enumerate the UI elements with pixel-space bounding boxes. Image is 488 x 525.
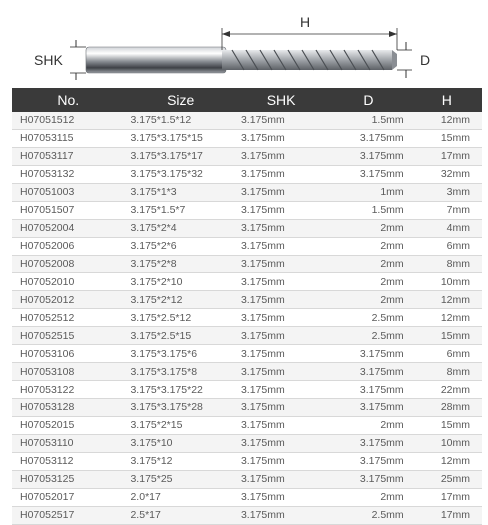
- cell-size: 3.175*3.175*15: [124, 129, 236, 147]
- cell-no: H07052012: [12, 291, 124, 309]
- cell-shk: 3.175mm: [237, 381, 325, 399]
- h-arrow-left: [222, 31, 230, 37]
- cell-size: 3.175*10: [124, 434, 236, 452]
- cell-h: 12mm: [412, 309, 482, 327]
- table-row: [12, 434, 482, 452]
- cell-no: H07053106: [12, 345, 124, 363]
- cell-d: 2.5mm: [325, 309, 411, 327]
- spec-table-container: [12, 88, 482, 525]
- cell-d: 3.175mm: [325, 165, 411, 183]
- table-row: [12, 273, 482, 291]
- cell-d: 3.175mm: [325, 434, 411, 452]
- cell-no: H07053112: [12, 452, 124, 470]
- cell-h: 10mm: [412, 434, 482, 452]
- cell-size: 3.175*2*6: [124, 237, 236, 255]
- table-row: [12, 381, 482, 399]
- cell-size: 3.175*2*12: [124, 291, 236, 309]
- cell-size: 3.175*2.5*12: [124, 309, 236, 327]
- cell-shk: 3.175mm: [237, 237, 325, 255]
- cell-size: 3.175*12: [124, 452, 236, 470]
- cell-size: 3.175*3.175*8: [124, 363, 236, 381]
- cell-size: 3.175*1*3: [124, 183, 236, 201]
- cell-size: 2.0*17: [124, 488, 236, 506]
- cell-shk: 3.175mm: [237, 434, 325, 452]
- cell-no: H07051003: [12, 183, 124, 201]
- header-no: No.: [12, 88, 124, 112]
- cell-size: 3.175*2.5*15: [124, 327, 236, 345]
- cell-d: 1.5mm: [325, 201, 411, 219]
- cell-shk: 3.175mm: [237, 291, 325, 309]
- header-shk: SHK: [237, 88, 325, 112]
- cell-shk: 3.175mm: [237, 470, 325, 488]
- cell-d: 2mm: [325, 219, 411, 237]
- flute-tip: [392, 50, 397, 70]
- cell-h: 8mm: [412, 363, 482, 381]
- cell-shk: 3.175mm: [237, 147, 325, 165]
- cell-h: 12mm: [412, 291, 482, 309]
- cell-h: 15mm: [412, 129, 482, 147]
- cell-no: H07052017: [12, 488, 124, 506]
- cell-no: H07053132: [12, 165, 124, 183]
- cell-h: 7mm: [412, 201, 482, 219]
- table-row: [12, 327, 482, 345]
- header-h: H: [412, 88, 482, 112]
- cell-shk: 3.175mm: [237, 363, 325, 381]
- cell-d: 3.175mm: [325, 452, 411, 470]
- cell-shk: 3.175mm: [237, 488, 325, 506]
- cell-no: H07053110: [12, 434, 124, 452]
- cell-no: H07053117: [12, 147, 124, 165]
- cell-size: 3.175*1.5*7: [124, 201, 236, 219]
- cell-h: 12mm: [412, 112, 482, 129]
- shk-label: SHK: [34, 52, 63, 68]
- header-row: [12, 88, 482, 112]
- shank-body: [86, 47, 226, 73]
- cell-h: 8mm: [412, 255, 482, 273]
- cell-h: 6mm: [412, 345, 482, 363]
- table-row: [12, 309, 482, 327]
- cell-size: 3.175*3.175*6: [124, 345, 236, 363]
- cell-shk: 3.175mm: [237, 112, 325, 129]
- end-mill-diagram: [0, 0, 488, 88]
- cell-shk: 3.175mm: [237, 219, 325, 237]
- cell-no: H07053115: [12, 129, 124, 147]
- cell-h: 22mm: [412, 381, 482, 399]
- h-label: H: [300, 14, 311, 30]
- cell-shk: 3.175mm: [237, 273, 325, 291]
- cell-no: H07052517: [12, 506, 124, 524]
- spec-table: [12, 88, 482, 525]
- cell-no: H07053108: [12, 363, 124, 381]
- table-row: [12, 345, 482, 363]
- cell-shk: 3.175mm: [237, 201, 325, 219]
- cell-no: H07052008: [12, 255, 124, 273]
- cell-d: 2mm: [325, 488, 411, 506]
- cell-shk: 3.175mm: [237, 345, 325, 363]
- cell-h: 17mm: [412, 488, 482, 506]
- cell-shk: 3.175mm: [237, 452, 325, 470]
- cell-h: 12mm: [412, 452, 482, 470]
- cell-size: 3.175*1.5*12: [124, 112, 236, 129]
- cell-shk: 3.175mm: [237, 416, 325, 434]
- table-row: [12, 506, 482, 524]
- cell-no: H07051507: [12, 201, 124, 219]
- cell-size: 2.5*17: [124, 506, 236, 524]
- table-row: [12, 363, 482, 381]
- cell-d: 3.175mm: [325, 381, 411, 399]
- cell-size: 3.175*3.175*32: [124, 165, 236, 183]
- cell-d: 2mm: [325, 237, 411, 255]
- table-row: [12, 291, 482, 309]
- cell-size: 3.175*3.175*28: [124, 399, 236, 417]
- cell-shk: 3.175mm: [237, 399, 325, 417]
- cell-d: 2.5mm: [325, 506, 411, 524]
- cell-h: 10mm: [412, 273, 482, 291]
- table-row: [12, 183, 482, 201]
- cell-d: 2mm: [325, 255, 411, 273]
- cell-d: 1mm: [325, 183, 411, 201]
- table-row: [12, 399, 482, 417]
- h-arrow-right: [389, 31, 397, 37]
- cell-no: H07052006: [12, 237, 124, 255]
- cell-size: 3.175*3.175*17: [124, 147, 236, 165]
- cell-shk: 3.175mm: [237, 506, 325, 524]
- table-row: [12, 416, 482, 434]
- cell-size: 3.175*2*10: [124, 273, 236, 291]
- cell-d: 2mm: [325, 416, 411, 434]
- cell-d: 1.5mm: [325, 112, 411, 129]
- cell-no: H07052010: [12, 273, 124, 291]
- cell-d: 2mm: [325, 291, 411, 309]
- table-row: [12, 219, 482, 237]
- cell-d: 2.5mm: [325, 327, 411, 345]
- table-row: [12, 237, 482, 255]
- cell-size: 3.175*2*4: [124, 219, 236, 237]
- table-row: [12, 255, 482, 273]
- cell-size: 3.175*2*15: [124, 416, 236, 434]
- cell-shk: 3.175mm: [237, 129, 325, 147]
- table-row: [12, 488, 482, 506]
- header-d: D: [325, 88, 411, 112]
- table-row: [12, 112, 482, 129]
- header-size: Size: [124, 88, 236, 112]
- cell-h: 3mm: [412, 183, 482, 201]
- d-label: D: [420, 52, 431, 68]
- cell-no: H07052004: [12, 219, 124, 237]
- table-row: [12, 165, 482, 183]
- cell-d: 3.175mm: [325, 147, 411, 165]
- table-row: [12, 452, 482, 470]
- table-row: [12, 201, 482, 219]
- cell-h: 32mm: [412, 165, 482, 183]
- cell-h: 28mm: [412, 399, 482, 417]
- cell-no: H07052015: [12, 416, 124, 434]
- end-mill-drawing: [0, 0, 488, 88]
- cell-shk: 3.175mm: [237, 255, 325, 273]
- cell-d: 3.175mm: [325, 399, 411, 417]
- cell-d: 3.175mm: [325, 129, 411, 147]
- cell-h: 17mm: [412, 147, 482, 165]
- cell-h: 4mm: [412, 219, 482, 237]
- cell-no: H07053128: [12, 399, 124, 417]
- cell-h: 17mm: [412, 506, 482, 524]
- cell-no: H07052515: [12, 327, 124, 345]
- cell-d: 2mm: [325, 273, 411, 291]
- cell-h: 25mm: [412, 470, 482, 488]
- cell-h: 6mm: [412, 237, 482, 255]
- table-row: [12, 470, 482, 488]
- cell-size: 3.175*3.175*22: [124, 381, 236, 399]
- cell-size: 3.175*2*8: [124, 255, 236, 273]
- cell-shk: 3.175mm: [237, 183, 325, 201]
- cell-h: 15mm: [412, 327, 482, 345]
- cell-no: H07053125: [12, 470, 124, 488]
- spec-table-header: [12, 88, 482, 112]
- cell-d: 3.175mm: [325, 470, 411, 488]
- cell-shk: 3.175mm: [237, 309, 325, 327]
- spec-table-body: [12, 112, 482, 524]
- table-row: [12, 129, 482, 147]
- cell-no: H07053122: [12, 381, 124, 399]
- cell-shk: 3.175mm: [237, 327, 325, 345]
- cell-d: 3.175mm: [325, 345, 411, 363]
- cell-shk: 3.175mm: [237, 165, 325, 183]
- cell-size: 3.175*25: [124, 470, 236, 488]
- table-row: [12, 147, 482, 165]
- cell-no: H07052512: [12, 309, 124, 327]
- cell-h: 15mm: [412, 416, 482, 434]
- cell-d: 3.175mm: [325, 363, 411, 381]
- cell-no: H07051512: [12, 112, 124, 129]
